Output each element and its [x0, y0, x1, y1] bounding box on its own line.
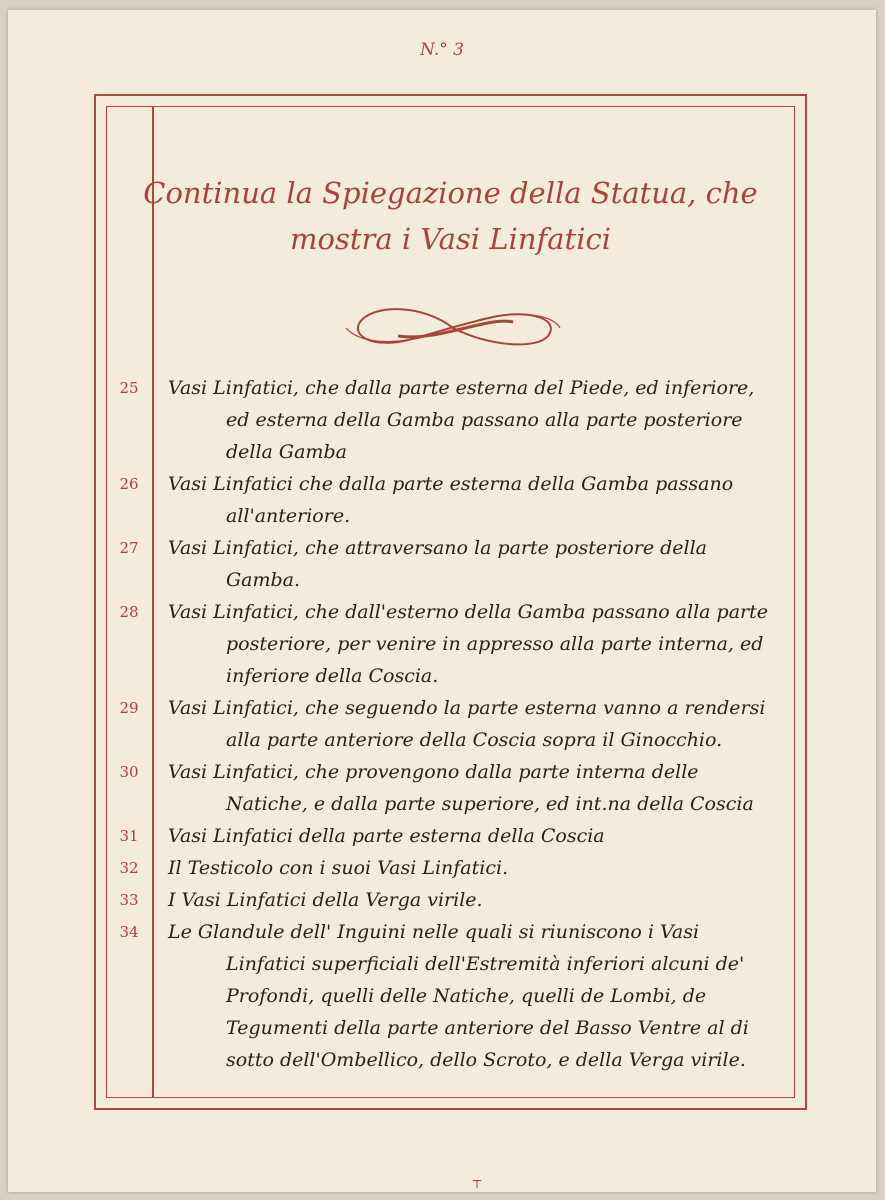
list-item	[106, 884, 795, 916]
entry-number: 25	[119, 379, 139, 397]
manuscript-page	[8, 10, 876, 1192]
page-number: N.° 3	[420, 40, 464, 60]
title-line-2: mostra i Vasi Linfatici	[290, 222, 611, 256]
entry-list	[106, 372, 795, 1076]
entry-text: Vasi Linfatici della parte esterna della Coscia	[168, 825, 605, 847]
entry-text: Vasi Linfatici che dalla parte esterna della Gamba passano all'anteriore.	[168, 473, 734, 527]
entry-number: 32	[119, 859, 139, 877]
entry-number: 31	[119, 827, 139, 845]
tick-mark-icon: ┬	[473, 1174, 481, 1189]
list-item	[106, 372, 795, 468]
entry-text: Vasi Linfatici, che attraversano la parte posteriore della Gamba.	[168, 537, 708, 591]
entry-text: Il Testicolo con i suoi Vasi Linfatici.	[168, 857, 509, 879]
entry-text: Vasi Linfatici, che seguendo la parte esterna vanno a rendersi alla parte anteriore della Coscia sopra il Ginocchio.	[168, 697, 766, 751]
entry-text: Vasi Linfatici, che dalla parte esterna del Piede, ed inferiore, ed esterna della Gamba passano alla parte posteriore della Gamba	[168, 377, 755, 463]
entry-number: 28	[119, 603, 139, 621]
list-item	[106, 532, 795, 596]
entry-number: 26	[119, 475, 139, 493]
list-item	[106, 692, 795, 756]
list-item	[106, 756, 795, 820]
list-item	[106, 596, 795, 692]
entry-number: 33	[119, 891, 139, 909]
entry-text: Vasi Linfatici, che dall'esterno della Gamba passano alla parte posteriore, per venire in appresso alla parte interna, ed inferiore della Coscia.	[168, 601, 768, 687]
entry-number: 34	[119, 923, 139, 941]
title-line-1: Continua la Spiegazione della Statua, che	[143, 176, 758, 210]
entry-text: I Vasi Linfatici della Verga virile.	[168, 889, 483, 911]
page-title	[106, 170, 795, 262]
entry-text: Le Glandule dell' Inguini nelle quali si riuniscono i Vasi Linfatici superficiali dell'Estremità inferiori alcuni de' Profondi, quelli delle Natiche, quelli de Lombi, de Tegumenti della parte anteriore del Basso Ventre al di sotto dell'Ombellico, dello Scroto, e della Verga virile.	[168, 921, 749, 1071]
entry-number: 30	[119, 763, 139, 781]
entry-text: Vasi Linfatici, che provengono dalla parte interna delle Natiche, e dalla parte superiore, ed int.na della Coscia	[168, 761, 754, 815]
entry-number: 27	[119, 539, 139, 557]
list-item	[106, 916, 795, 1076]
entry-number: 29	[119, 699, 139, 717]
calligraphic-flourish-icon	[338, 302, 568, 354]
list-item	[106, 852, 795, 884]
list-item	[106, 820, 795, 852]
list-item	[106, 468, 795, 532]
